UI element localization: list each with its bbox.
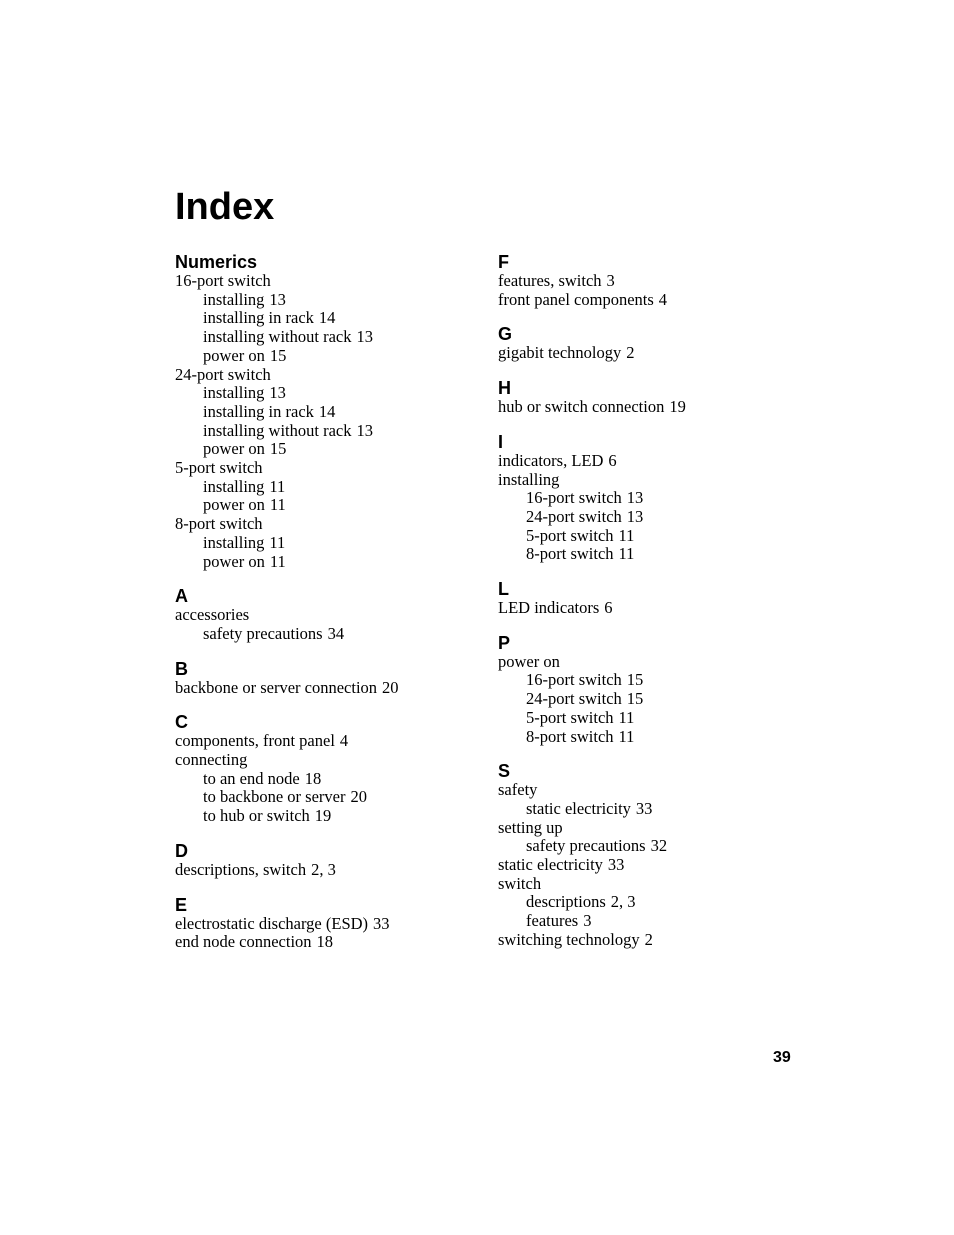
entry-term: backbone or server connection bbox=[175, 677, 378, 697]
entry-page-ref: 20 bbox=[350, 787, 367, 807]
index-subentry bbox=[175, 788, 475, 807]
entry-term: static electricity bbox=[526, 798, 631, 818]
entry-term: 16-port switch bbox=[175, 271, 271, 290]
page-number: 39 bbox=[773, 1049, 791, 1066]
section-heading: L bbox=[498, 579, 509, 600]
entry-term: 24-port switch bbox=[526, 689, 622, 709]
index-entry bbox=[175, 366, 475, 385]
entry-term: features bbox=[526, 911, 579, 931]
entry-term: installing in rack bbox=[203, 308, 314, 328]
page-title: Index bbox=[175, 186, 275, 228]
entry-page-ref: 20 bbox=[382, 677, 399, 697]
entry-term: to an end node bbox=[203, 768, 300, 788]
entry-page-ref: 18 bbox=[316, 932, 334, 952]
section-heading: B bbox=[175, 658, 188, 679]
entry-term: 16-port switch bbox=[526, 670, 622, 690]
entry-page-ref: 2 bbox=[626, 343, 635, 363]
entry-term: indicators, LED bbox=[498, 450, 604, 470]
entry-term: installing without rack bbox=[203, 327, 352, 347]
section-heading: E bbox=[175, 894, 188, 915]
entry-page-ref: 19 bbox=[314, 806, 332, 826]
index-subentry bbox=[175, 496, 475, 515]
entry-page-ref: 4 bbox=[658, 289, 668, 309]
entry-term: descriptions, switch bbox=[175, 859, 307, 879]
entry-term: gigabit technology bbox=[498, 343, 622, 363]
section-heading: P bbox=[498, 632, 511, 653]
entry-term: 24-port switch bbox=[175, 364, 271, 384]
entry-term: power on bbox=[498, 651, 560, 671]
index-subentry bbox=[498, 489, 798, 508]
index-entry bbox=[175, 751, 475, 770]
index-entry bbox=[498, 931, 798, 950]
entry-term: power on bbox=[203, 345, 265, 365]
section-heading: I bbox=[498, 431, 504, 452]
entry-term: 16-port switch bbox=[526, 488, 622, 508]
index-entry bbox=[498, 344, 798, 363]
entry-term: hub or switch connection bbox=[498, 397, 665, 417]
entry-term: static electricity bbox=[498, 855, 603, 875]
index-section bbox=[498, 377, 798, 417]
section-heading: D bbox=[175, 840, 188, 861]
index-entry bbox=[498, 653, 798, 672]
entry-term: installing without rack bbox=[203, 420, 352, 440]
entry-term: features, switch bbox=[498, 271, 602, 290]
entry-term: 8-port switch bbox=[526, 726, 614, 746]
index-column-left bbox=[175, 251, 475, 966]
entry-page-ref: 13 bbox=[356, 420, 373, 440]
index-entry bbox=[175, 861, 475, 880]
entry-term: installing bbox=[203, 289, 265, 309]
entry-page-ref: 11 bbox=[269, 532, 286, 552]
index-entry bbox=[498, 819, 798, 838]
entry-page-ref: 14 bbox=[318, 308, 336, 328]
index-entry bbox=[175, 459, 475, 478]
entry-term: 24-port switch bbox=[526, 506, 622, 526]
section-heading: G bbox=[498, 324, 513, 345]
index-section bbox=[498, 431, 798, 564]
index-entry bbox=[498, 272, 798, 291]
entry-term: connecting bbox=[175, 750, 248, 770]
entry-page-ref: 6 bbox=[608, 450, 617, 470]
index-entry bbox=[175, 915, 475, 934]
section-heading: S bbox=[498, 761, 511, 782]
index-subentry bbox=[498, 800, 798, 819]
entry-term: 8-port switch bbox=[175, 514, 263, 534]
index-entry bbox=[498, 599, 798, 618]
index-column-right bbox=[498, 251, 798, 964]
entry-page-ref: 33 bbox=[373, 913, 390, 933]
section-heading: C bbox=[175, 712, 188, 733]
entry-term: installing bbox=[203, 476, 265, 496]
section-heading: H bbox=[498, 378, 511, 399]
index-subentry bbox=[175, 291, 475, 310]
index-subentry bbox=[175, 309, 475, 328]
entry-term: 8-port switch bbox=[526, 544, 614, 564]
entry-page-ref: 13 bbox=[356, 327, 373, 347]
entry-page-ref: 18 bbox=[304, 768, 322, 788]
entry-term: power on bbox=[203, 551, 265, 571]
index-entry bbox=[175, 679, 475, 698]
entry-term: descriptions bbox=[526, 892, 606, 912]
index-subentry bbox=[498, 508, 798, 527]
entry-term: power on bbox=[203, 495, 265, 515]
entry-term: safety bbox=[498, 780, 538, 800]
entry-page-ref: 13 bbox=[269, 289, 286, 309]
index-subentry bbox=[175, 347, 475, 366]
index-section bbox=[498, 632, 798, 747]
index-subentry bbox=[498, 893, 798, 912]
index-subentry bbox=[498, 837, 798, 856]
entry-page-ref: 2, 3 bbox=[610, 892, 636, 912]
entry-term: safety precautions bbox=[203, 623, 323, 643]
entry-page-ref: 15 bbox=[269, 345, 287, 365]
entry-term: to hub or switch bbox=[203, 806, 310, 826]
index-subentry bbox=[498, 690, 798, 709]
index-entry bbox=[498, 875, 798, 894]
entry-page-ref: 11 bbox=[618, 525, 635, 545]
index-entry bbox=[175, 606, 475, 625]
index-entry bbox=[175, 732, 475, 751]
index-subentry bbox=[175, 770, 475, 789]
entry-page-ref: 15 bbox=[626, 670, 644, 690]
index-subentry bbox=[498, 728, 798, 747]
entry-term: end node connection bbox=[175, 932, 312, 952]
entry-page-ref: 11 bbox=[269, 551, 286, 571]
index-subentry bbox=[175, 422, 475, 441]
index-section bbox=[498, 760, 798, 949]
entry-term: 5-port switch bbox=[526, 525, 614, 545]
entry-page-ref: 33 bbox=[635, 798, 653, 818]
index-section bbox=[175, 711, 475, 826]
entry-page-ref: 3 bbox=[583, 911, 592, 931]
entry-term: safety precautions bbox=[526, 836, 646, 856]
index-section bbox=[175, 585, 475, 643]
entry-page-ref: 4 bbox=[339, 731, 349, 751]
index-subentry bbox=[175, 440, 475, 459]
index-subentry bbox=[175, 403, 475, 422]
entry-term: setting up bbox=[498, 817, 563, 837]
index-subentry bbox=[498, 527, 798, 546]
entry-term: 5-port switch bbox=[526, 707, 614, 727]
index-subentry bbox=[498, 671, 798, 690]
index-section bbox=[175, 251, 475, 571]
entry-term: power on bbox=[203, 439, 265, 459]
entry-page-ref: 19 bbox=[669, 397, 686, 417]
entry-term: 5-port switch bbox=[175, 458, 263, 478]
index-subentry bbox=[498, 709, 798, 728]
entry-page-ref: 13 bbox=[626, 488, 644, 508]
index-subentry bbox=[175, 625, 475, 644]
entry-term: front panel components bbox=[498, 289, 654, 309]
index-subentry bbox=[175, 478, 475, 497]
index-subentry bbox=[175, 328, 475, 347]
entry-term: accessories bbox=[175, 605, 250, 625]
entry-term: LED indicators bbox=[498, 598, 600, 618]
entry-term: switching technology bbox=[498, 929, 640, 949]
index-entry bbox=[498, 398, 798, 417]
index-entry bbox=[498, 856, 798, 875]
entry-page-ref: 2, 3 bbox=[311, 859, 336, 879]
entry-term: installing bbox=[203, 532, 265, 552]
entry-term: electrostatic discharge (ESD) bbox=[175, 913, 369, 933]
section-heading: Numerics bbox=[175, 252, 258, 272]
entry-page-ref: 15 bbox=[269, 439, 287, 459]
entry-page-ref: 32 bbox=[650, 836, 668, 856]
entry-page-ref: 6 bbox=[604, 598, 613, 618]
index-entry bbox=[175, 515, 475, 534]
index-subentry bbox=[498, 545, 798, 564]
index-entry bbox=[498, 781, 798, 800]
entry-term: components, front panel bbox=[175, 731, 335, 751]
section-heading: F bbox=[498, 252, 509, 272]
index-section bbox=[498, 578, 798, 618]
index-subentry bbox=[175, 384, 475, 403]
entry-page-ref: 14 bbox=[318, 401, 336, 421]
entry-page-ref: 34 bbox=[327, 623, 345, 643]
index-entry bbox=[498, 291, 798, 310]
entry-page-ref: 3 bbox=[606, 271, 615, 290]
index-subentry bbox=[175, 807, 475, 826]
entry-term: switch bbox=[498, 873, 542, 893]
entry-page-ref: 33 bbox=[607, 855, 625, 875]
index-entry bbox=[175, 272, 475, 291]
entry-page-ref: 13 bbox=[269, 383, 286, 403]
index-section bbox=[498, 251, 798, 309]
index-subentry bbox=[498, 912, 798, 931]
index-entry bbox=[498, 452, 798, 471]
entry-page-ref: 13 bbox=[626, 506, 644, 526]
entry-page-ref: 15 bbox=[626, 689, 644, 709]
entry-page-ref: 11 bbox=[618, 707, 635, 727]
entry-page-ref: 11 bbox=[269, 495, 286, 515]
entry-term: installing in rack bbox=[203, 401, 314, 421]
index-entry bbox=[175, 933, 475, 952]
entry-term: installing bbox=[498, 469, 560, 489]
index-subentry bbox=[175, 534, 475, 553]
entry-page-ref: 2 bbox=[644, 929, 653, 949]
index-section bbox=[175, 894, 475, 952]
entry-page-ref: 11 bbox=[618, 544, 635, 564]
index-entry bbox=[498, 471, 798, 490]
entry-page-ref: 11 bbox=[269, 476, 286, 496]
section-heading: A bbox=[175, 586, 188, 607]
entry-term: installing bbox=[203, 383, 265, 403]
entry-page-ref: 11 bbox=[618, 726, 635, 746]
index-subentry bbox=[175, 553, 475, 572]
entry-term: to backbone or server bbox=[203, 787, 346, 807]
index-section bbox=[498, 323, 798, 363]
index-section bbox=[175, 840, 475, 880]
index-section bbox=[175, 658, 475, 698]
